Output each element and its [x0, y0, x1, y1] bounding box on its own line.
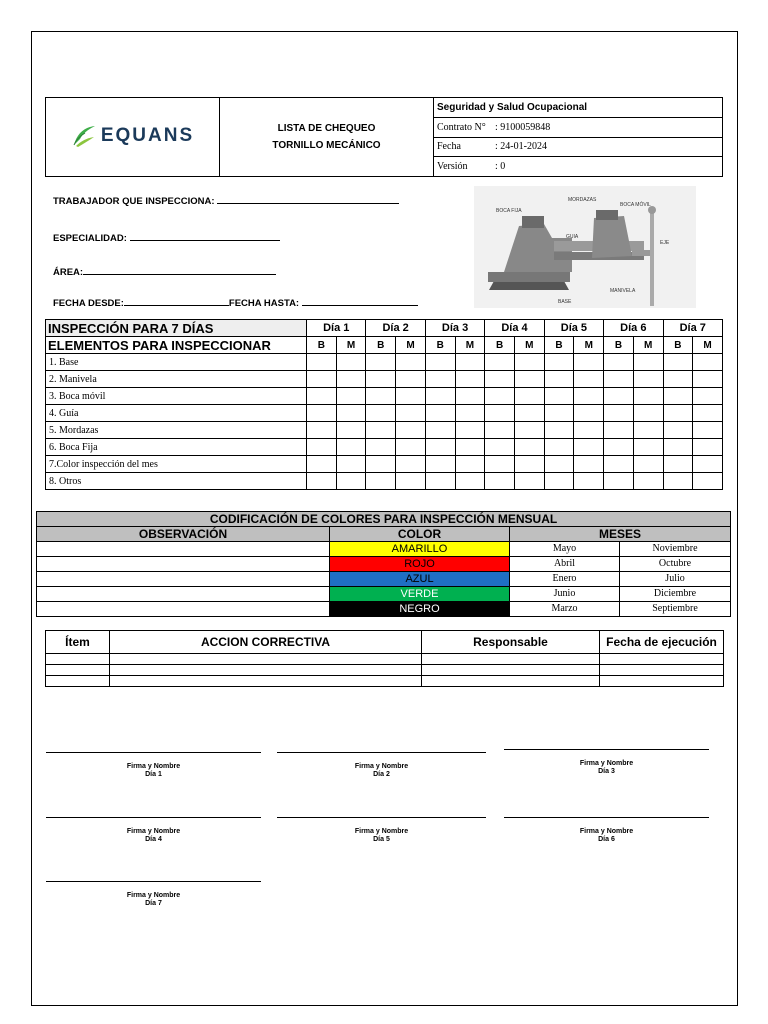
- check-cell[interactable]: [514, 473, 544, 490]
- check-cell[interactable]: [663, 405, 693, 422]
- check-cell[interactable]: [574, 439, 604, 456]
- check-cell[interactable]: [604, 354, 634, 371]
- check-cell[interactable]: [396, 473, 426, 490]
- signature-day-5[interactable]: [277, 817, 486, 844]
- months-header: MESES: [510, 527, 731, 542]
- check-cell[interactable]: [336, 388, 366, 405]
- table-row: [37, 557, 731, 572]
- worker-field[interactable]: [53, 194, 399, 207]
- inspection-item: 5. Mordazas: [46, 422, 307, 439]
- check-cell[interactable]: [425, 371, 455, 388]
- check-cell[interactable]: [633, 456, 663, 473]
- label-boca-fija: BOCA FIJA: [496, 208, 522, 214]
- check-cell[interactable]: [336, 371, 366, 388]
- table-row: [37, 572, 731, 587]
- signature-day: Día 7: [145, 900, 162, 907]
- bad-column-header: M: [574, 337, 604, 354]
- label-eje: EJE: [660, 240, 670, 246]
- signature-label: Firma y Nombre: [579, 760, 634, 767]
- check-cell[interactable]: [514, 371, 544, 388]
- signature-line[interactable]: [46, 817, 261, 818]
- inspection-item: 4. Guía: [46, 405, 307, 422]
- check-cell[interactable]: [307, 473, 337, 490]
- check-cell[interactable]: [663, 371, 693, 388]
- good-column-header: B: [604, 337, 634, 354]
- day-header: Día 1: [307, 320, 366, 337]
- inspection-item: 6. Boca Fija: [46, 439, 307, 456]
- check-cell[interactable]: [574, 456, 604, 473]
- check-cell[interactable]: [455, 405, 485, 422]
- check-cell[interactable]: [307, 388, 337, 405]
- responsible-header: Responsable: [422, 631, 600, 654]
- bad-column-header: M: [455, 337, 485, 354]
- worker-line[interactable]: [217, 194, 399, 204]
- good-column-header: B: [485, 337, 515, 354]
- check-cell[interactable]: [604, 473, 634, 490]
- check-cell[interactable]: [396, 388, 426, 405]
- version-value: : 0: [495, 161, 506, 173]
- color-header: COLOR: [330, 527, 510, 542]
- day-header: Día 4: [485, 320, 544, 337]
- check-cell[interactable]: [663, 422, 693, 439]
- area-field[interactable]: [53, 265, 276, 278]
- check-cell[interactable]: [544, 405, 574, 422]
- signature-day: Día 2: [373, 771, 390, 778]
- check-cell[interactable]: [455, 456, 485, 473]
- signature-label: Firma y Nombre: [126, 763, 181, 770]
- signature-line[interactable]: [277, 752, 486, 753]
- check-cell[interactable]: [693, 456, 723, 473]
- check-cell[interactable]: [693, 354, 723, 371]
- check-cell[interactable]: [455, 473, 485, 490]
- check-cell[interactable]: [485, 473, 515, 490]
- check-cell[interactable]: [633, 473, 663, 490]
- signature-line[interactable]: [46, 881, 261, 882]
- table-row: [46, 388, 723, 405]
- action-header: ACCION CORRECTIVA: [110, 631, 422, 654]
- observation-cell[interactable]: [37, 602, 330, 617]
- good-column-header: B: [663, 337, 693, 354]
- check-cell[interactable]: [307, 371, 337, 388]
- check-cell[interactable]: [366, 422, 396, 439]
- check-cell[interactable]: [455, 354, 485, 371]
- check-cell[interactable]: [307, 354, 337, 371]
- inspection-item: 8. Otros: [46, 473, 307, 490]
- good-column-header: B: [425, 337, 455, 354]
- check-cell[interactable]: [336, 422, 366, 439]
- signature-line[interactable]: [504, 749, 709, 750]
- contract-label: Contrato N°: [437, 121, 486, 133]
- contract-value: : 9100059848: [495, 121, 551, 133]
- date-to-label: FECHA HASTA:: [228, 298, 300, 309]
- vise-diagram: [474, 186, 696, 308]
- signature-line[interactable]: [504, 817, 709, 818]
- observation-cell[interactable]: [37, 542, 330, 557]
- signature-label: Firma y Nombre: [126, 892, 181, 899]
- date-exec-header: Fecha de ejecución: [600, 631, 724, 654]
- check-cell[interactable]: [396, 456, 426, 473]
- check-cell[interactable]: [544, 388, 574, 405]
- inspection-table: [45, 319, 723, 490]
- day-header: Día 7: [663, 320, 722, 337]
- check-cell[interactable]: [485, 439, 515, 456]
- signature-day: Día 5: [373, 836, 390, 843]
- specialty-field[interactable]: [53, 231, 280, 244]
- label-base: BASE: [558, 299, 572, 305]
- month-cell: Enero: [510, 572, 620, 587]
- title-line1: LISTA DE CHEQUEO: [277, 123, 376, 134]
- worker-label: TRABAJADOR QUE INSPECCIONA:: [53, 196, 215, 207]
- check-cell[interactable]: [425, 388, 455, 405]
- color-swatch: ROJO: [330, 557, 510, 572]
- date-to-line[interactable]: [302, 296, 418, 306]
- check-cell[interactable]: [366, 405, 396, 422]
- date-from-label: FECHA DESDE:: [53, 298, 124, 309]
- check-cell[interactable]: [455, 371, 485, 388]
- check-cell[interactable]: [633, 405, 663, 422]
- check-cell[interactable]: [514, 388, 544, 405]
- version-label: Versión: [437, 161, 468, 173]
- signature-day-1[interactable]: [46, 752, 261, 779]
- observation-cell[interactable]: [37, 587, 330, 602]
- observation-cell[interactable]: [37, 557, 330, 572]
- title-line2: TORNILLO MECÁNICO: [272, 140, 381, 151]
- table-row: [37, 587, 731, 602]
- check-cell[interactable]: [485, 371, 515, 388]
- specialty-line[interactable]: [130, 231, 280, 241]
- equans-logo: [71, 123, 194, 149]
- signature-label: Firma y Nombre: [579, 828, 634, 835]
- signature-day-6[interactable]: [504, 817, 709, 844]
- check-cell[interactable]: [425, 439, 455, 456]
- check-cell[interactable]: [336, 439, 366, 456]
- dates-field[interactable]: [53, 296, 418, 309]
- check-cell[interactable]: [693, 371, 723, 388]
- check-cell[interactable]: [396, 422, 426, 439]
- check-cell[interactable]: [514, 439, 544, 456]
- date-value: : 24-01-2024: [495, 141, 547, 153]
- table-row: [46, 405, 723, 422]
- check-cell[interactable]: [544, 371, 574, 388]
- leaf-icon: [71, 123, 97, 149]
- logo-text: EQUANS: [100, 124, 195, 146]
- bad-column-header: M: [396, 337, 426, 354]
- check-cell[interactable]: [604, 388, 634, 405]
- signature-day: Día 1: [145, 771, 162, 778]
- check-cell[interactable]: [485, 422, 515, 439]
- check-cell[interactable]: [574, 405, 604, 422]
- check-cell[interactable]: [366, 439, 396, 456]
- label-mordazas: MORDAZAS: [568, 197, 597, 203]
- check-cell[interactable]: [396, 354, 426, 371]
- check-cell[interactable]: [574, 473, 604, 490]
- bad-column-header: M: [633, 337, 663, 354]
- section-name: Seguridad y Salud Ocupacional: [434, 98, 723, 118]
- check-cell[interactable]: [663, 456, 693, 473]
- month-cell: Septiembre: [620, 602, 731, 617]
- table-row: [46, 676, 724, 687]
- inspection-item: 2. Manivela: [46, 371, 307, 388]
- day-header: Día 6: [604, 320, 663, 337]
- color-swatch: AZUL: [330, 572, 510, 587]
- table-row: [46, 371, 723, 388]
- check-cell[interactable]: [544, 439, 574, 456]
- check-cell[interactable]: [544, 456, 574, 473]
- signature-line[interactable]: [277, 817, 486, 818]
- item-header: Ítem: [46, 631, 110, 654]
- bad-column-header: M: [514, 337, 544, 354]
- date-from-line[interactable]: [124, 296, 229, 306]
- check-cell[interactable]: [633, 371, 663, 388]
- color-swatch: NEGRO: [330, 602, 510, 617]
- inspection-title: INSPECCIÓN PARA 7 DÍAS: [46, 320, 307, 337]
- color-swatch: VERDE: [330, 587, 510, 602]
- check-cell[interactable]: [633, 354, 663, 371]
- table-row: [46, 654, 724, 665]
- document-title: [220, 98, 434, 177]
- check-cell[interactable]: [307, 439, 337, 456]
- month-cell: Julio: [620, 572, 731, 587]
- check-cell[interactable]: [366, 388, 396, 405]
- check-cell[interactable]: [663, 354, 693, 371]
- date-label: Fecha: [437, 141, 461, 153]
- signature-day-3[interactable]: [504, 749, 709, 776]
- color-code-title: CODIFICACIÓN DE COLORES PARA INSPECCIÓN MENSUAL: [37, 512, 731, 527]
- check-cell[interactable]: [366, 371, 396, 388]
- check-cell[interactable]: [514, 456, 544, 473]
- check-cell[interactable]: [396, 371, 426, 388]
- check-cell[interactable]: [425, 473, 455, 490]
- area-line[interactable]: [83, 265, 276, 275]
- check-cell[interactable]: [366, 456, 396, 473]
- check-cell[interactable]: [633, 388, 663, 405]
- observation-cell[interactable]: [37, 572, 330, 587]
- check-cell[interactable]: [604, 422, 634, 439]
- check-cell[interactable]: [514, 354, 544, 371]
- check-cell[interactable]: [485, 405, 515, 422]
- check-cell[interactable]: [663, 388, 693, 405]
- area-label: ÁREA:: [53, 267, 84, 278]
- check-cell[interactable]: [663, 473, 693, 490]
- signature-day-7[interactable]: [46, 881, 261, 908]
- check-cell[interactable]: [396, 405, 426, 422]
- check-cell[interactable]: [307, 405, 337, 422]
- signature-label: Firma y Nombre: [126, 828, 181, 835]
- check-cell[interactable]: [574, 371, 604, 388]
- signature-day: Día 3: [598, 768, 615, 775]
- check-cell[interactable]: [604, 456, 634, 473]
- label-boca-movil: BOCA MÓVIL: [620, 202, 651, 208]
- check-cell[interactable]: [366, 354, 396, 371]
- check-cell[interactable]: [693, 439, 723, 456]
- day-header: Día 5: [544, 320, 603, 337]
- table-row: [37, 602, 731, 617]
- check-cell[interactable]: [574, 422, 604, 439]
- check-cell[interactable]: [396, 439, 426, 456]
- observation-header: OBSERVACIÓN: [37, 527, 330, 542]
- check-cell[interactable]: [336, 473, 366, 490]
- good-column-header: B: [544, 337, 574, 354]
- month-cell: Octubre: [620, 557, 731, 572]
- inspection-item: 1. Base: [46, 354, 307, 371]
- check-cell[interactable]: [455, 439, 485, 456]
- inspection-item: 3. Boca móvil: [46, 388, 307, 405]
- check-cell[interactable]: [425, 456, 455, 473]
- specialty-label: ESPECIALIDAD:: [53, 233, 127, 244]
- check-cell[interactable]: [307, 422, 337, 439]
- signature-label: Firma y Nombre: [354, 828, 409, 835]
- check-cell[interactable]: [425, 422, 455, 439]
- logo-cell: [46, 98, 220, 177]
- check-cell[interactable]: [693, 405, 723, 422]
- check-cell[interactable]: [604, 439, 634, 456]
- inspection-subtitle: ELEMENTOS PARA INSPECCIONAR: [46, 337, 307, 354]
- check-cell[interactable]: [366, 473, 396, 490]
- color-swatch: AMARILLO: [330, 542, 510, 557]
- bad-column-header: M: [336, 337, 366, 354]
- check-cell[interactable]: [425, 354, 455, 371]
- signature-day-2[interactable]: [277, 752, 486, 779]
- table-row: [46, 456, 723, 473]
- check-cell[interactable]: [514, 422, 544, 439]
- color-code-table: [36, 511, 731, 617]
- check-cell[interactable]: [693, 422, 723, 439]
- table-row: [46, 422, 723, 439]
- month-cell: Abril: [510, 557, 620, 572]
- check-cell[interactable]: [693, 473, 723, 490]
- month-cell: Diciembre: [620, 587, 731, 602]
- label-guia: GUIA: [566, 234, 579, 240]
- check-cell[interactable]: [307, 456, 337, 473]
- table-row: [46, 439, 723, 456]
- good-column-header: B: [366, 337, 396, 354]
- check-cell[interactable]: [514, 405, 544, 422]
- check-cell[interactable]: [485, 456, 515, 473]
- signature-label: Firma y Nombre: [354, 763, 409, 770]
- check-cell[interactable]: [574, 354, 604, 371]
- signature-line[interactable]: [46, 752, 261, 753]
- check-cell[interactable]: [336, 405, 366, 422]
- day-header: Día 2: [366, 320, 425, 337]
- signature-day: Día 4: [145, 836, 162, 843]
- document-header: [45, 97, 723, 177]
- good-column-header: B: [307, 337, 337, 354]
- table-row: [46, 473, 723, 490]
- inspection-item: 7.Color inspección del mes: [46, 456, 307, 473]
- month-cell: Mayo: [510, 542, 620, 557]
- check-cell[interactable]: [544, 422, 574, 439]
- month-cell: Marzo: [510, 602, 620, 617]
- signature-day: Día 6: [598, 836, 615, 843]
- check-cell[interactable]: [544, 354, 574, 371]
- label-manivela: MANIVELA: [610, 288, 636, 294]
- check-cell[interactable]: [336, 456, 366, 473]
- check-cell[interactable]: [485, 388, 515, 405]
- check-cell[interactable]: [604, 371, 634, 388]
- check-cell[interactable]: [455, 422, 485, 439]
- bad-column-header: M: [693, 337, 723, 354]
- day-header: Día 3: [425, 320, 484, 337]
- check-cell[interactable]: [604, 405, 634, 422]
- table-row: [46, 665, 724, 676]
- corrective-action-table: [45, 630, 724, 687]
- check-cell[interactable]: [336, 354, 366, 371]
- check-cell[interactable]: [485, 354, 515, 371]
- check-cell[interactable]: [455, 388, 485, 405]
- check-cell[interactable]: [574, 388, 604, 405]
- check-cell[interactable]: [425, 405, 455, 422]
- check-cell[interactable]: [633, 422, 663, 439]
- check-cell[interactable]: [544, 473, 574, 490]
- table-row: [37, 542, 731, 557]
- month-cell: Noviembre: [620, 542, 731, 557]
- check-cell[interactable]: [693, 388, 723, 405]
- check-cell[interactable]: [663, 439, 693, 456]
- month-cell: Junio: [510, 587, 620, 602]
- table-row: [46, 354, 723, 371]
- check-cell[interactable]: [633, 439, 663, 456]
- signature-day-4[interactable]: [46, 817, 261, 844]
